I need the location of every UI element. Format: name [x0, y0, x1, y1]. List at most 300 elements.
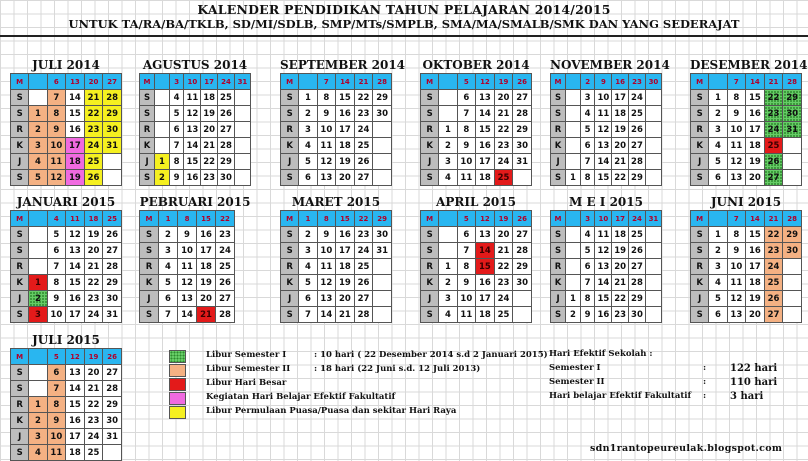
- week-header-cell: 22: [354, 211, 373, 227]
- week-row: [281, 259, 392, 275]
- date-cell: 10: [178, 243, 197, 259]
- date-cell: [645, 138, 661, 154]
- date-cell: [645, 106, 661, 122]
- week-header-cell: [566, 74, 581, 90]
- date-cell: 13: [595, 138, 612, 154]
- weekday-label: J: [691, 154, 709, 170]
- date-cell: 7: [457, 243, 476, 259]
- week-row: [281, 90, 392, 106]
- week-header-cell: 26: [513, 74, 532, 90]
- date-cell: 18: [336, 138, 355, 154]
- date-cell: 6: [709, 307, 727, 323]
- week-header-cell: 23: [629, 74, 646, 90]
- date-cell: 21: [494, 243, 513, 259]
- week-header-cell: 5: [457, 74, 476, 90]
- date-cell: 22: [494, 259, 513, 275]
- date-cell: 2: [299, 227, 317, 243]
- date-cell: [783, 291, 802, 307]
- legend-label: Libur Hari Besar: [206, 378, 287, 388]
- date-cell: 21: [84, 259, 103, 275]
- date-cell: 6: [299, 291, 317, 307]
- date-cell: [373, 122, 392, 138]
- effective-row-semester-1: [549, 363, 778, 377]
- date-cell: 11: [317, 259, 336, 275]
- month-name: PEBRUARI 2015: [139, 195, 251, 209]
- week-row: [551, 138, 662, 154]
- week-header-cell: 10: [595, 211, 612, 227]
- date-cell: 30: [218, 170, 235, 186]
- week-row: [11, 291, 122, 307]
- date-cell: 17: [746, 122, 765, 138]
- date-cell: 14: [178, 307, 197, 323]
- date-cell: 20: [612, 138, 629, 154]
- date-cell: 10: [457, 154, 476, 170]
- date-cell: 23: [201, 170, 218, 186]
- week-row: [551, 243, 662, 259]
- week-header-cell: 7: [727, 211, 746, 227]
- date-cell: 25: [494, 170, 513, 186]
- date-cell: 28: [354, 307, 373, 323]
- week-header-cell: 17: [612, 211, 629, 227]
- weekday-label: S: [551, 243, 566, 259]
- date-cell: 5: [709, 291, 727, 307]
- week-header-cell: 14: [746, 211, 765, 227]
- weekday-label: J: [140, 291, 159, 307]
- week-header-cell: 15: [336, 211, 355, 227]
- date-cell: [29, 365, 47, 381]
- weekday-label: J: [11, 154, 29, 170]
- month-name: OKTOBER 2014: [422, 58, 530, 72]
- month-name: DESEMBER 2014: [690, 58, 808, 72]
- date-cell: 17: [197, 243, 216, 259]
- weekday-label: R: [140, 122, 155, 138]
- date-cell: 29: [103, 106, 122, 122]
- weekday-label: K: [140, 138, 155, 154]
- week-row: [421, 138, 532, 154]
- week-row: [691, 291, 802, 307]
- legend-label: Libur Semester II: [206, 364, 291, 374]
- footer-url: sdn1rantopeureulak.blogspot.com: [590, 443, 783, 454]
- weekday-label: S: [281, 170, 299, 186]
- date-cell: 22: [201, 154, 218, 170]
- week-row: [11, 365, 122, 381]
- date-cell: [645, 170, 661, 186]
- week-row: [421, 154, 532, 170]
- month-name: APRIL 2015: [436, 195, 516, 209]
- date-cell: 29: [513, 259, 532, 275]
- week-row: [551, 307, 662, 323]
- date-cell: 24: [764, 122, 783, 138]
- date-cell: 4: [299, 138, 317, 154]
- week-header-cell: M: [551, 74, 566, 90]
- date-cell: 29: [103, 275, 122, 291]
- week-header-cell: 24: [218, 74, 235, 90]
- date-cell: 20: [84, 243, 103, 259]
- date-cell: 13: [66, 365, 85, 381]
- date-cell: [783, 307, 802, 323]
- date-cell: 12: [727, 291, 746, 307]
- date-cell: 25: [218, 90, 235, 106]
- date-cell: [513, 170, 532, 186]
- weekday-label: S: [140, 90, 155, 106]
- date-cell: 4: [709, 138, 727, 154]
- week-header-row: [421, 74, 532, 90]
- date-cell: [373, 275, 392, 291]
- date-cell: 8: [47, 397, 66, 413]
- date-cell: 15: [746, 90, 765, 106]
- page-subtitle: UNTUK TA/RA/BA/TKLB, SD/MI/SDLB, SMP/MTs/SMPLB, SMA/MA/SMALB/SMK DAN YANG SEDERAJAT: [68, 17, 740, 31]
- date-cell: 14: [66, 90, 85, 106]
- date-cell: 20: [494, 227, 513, 243]
- date-cell: 14: [184, 138, 201, 154]
- week-header-cell: 14: [746, 74, 765, 90]
- weekday-label: R: [140, 259, 159, 275]
- date-cell: 26: [103, 227, 122, 243]
- week-header-row: [281, 74, 392, 90]
- date-cell: 17: [66, 138, 85, 154]
- date-cell: [566, 106, 581, 122]
- date-cell: 15: [66, 106, 85, 122]
- date-cell: 21: [197, 307, 216, 323]
- effective-colon: :: [703, 363, 707, 373]
- date-cell: [566, 90, 581, 106]
- week-header-cell: 26: [513, 211, 532, 227]
- month-name: JULI 2014: [32, 58, 100, 72]
- date-cell: 4: [29, 154, 47, 170]
- week-header-cell: 28: [373, 74, 392, 90]
- date-cell: 16: [336, 227, 355, 243]
- weekday-label: S: [281, 307, 299, 323]
- weekday-label: S: [551, 307, 566, 323]
- week-header-cell: 21: [764, 74, 783, 90]
- date-cell: [439, 227, 457, 243]
- date-cell: 22: [84, 275, 103, 291]
- month-name: SEPTEMBER 2014: [280, 58, 406, 72]
- weekday-label: K: [281, 275, 299, 291]
- weekday-label: S: [421, 307, 439, 323]
- week-row: [281, 106, 392, 122]
- date-cell: 27: [764, 307, 783, 323]
- week-header-row: [11, 211, 122, 227]
- date-cell: 15: [336, 90, 355, 106]
- weekday-label: S: [140, 106, 155, 122]
- date-cell: 11: [457, 170, 476, 186]
- week-row: [11, 122, 122, 138]
- month-table: [550, 73, 662, 186]
- date-cell: 3: [439, 291, 457, 307]
- date-cell: 13: [178, 291, 197, 307]
- date-cell: 30: [513, 275, 532, 291]
- date-cell: 8: [727, 90, 746, 106]
- legend-swatch: [169, 392, 186, 405]
- week-row: [691, 243, 802, 259]
- date-cell: 25: [84, 154, 103, 170]
- week-header-cell: M: [421, 211, 439, 227]
- month-table: [10, 73, 122, 186]
- date-cell: 26: [218, 106, 235, 122]
- date-cell: 7: [47, 259, 66, 275]
- date-cell: 13: [66, 243, 85, 259]
- date-cell: [103, 154, 122, 170]
- week-header-cell: M: [281, 211, 299, 227]
- weekday-label: K: [551, 138, 566, 154]
- week-header-row: [421, 211, 532, 227]
- month-name: JANUARI 2015: [16, 195, 116, 209]
- date-cell: [155, 90, 170, 106]
- date-cell: 21: [201, 138, 218, 154]
- month-table: [420, 210, 532, 323]
- date-cell: 7: [580, 275, 595, 291]
- date-cell: [566, 259, 581, 275]
- date-cell: 2: [29, 413, 47, 429]
- date-cell: 18: [746, 138, 765, 154]
- date-cell: 23: [84, 413, 103, 429]
- date-cell: 18: [336, 259, 355, 275]
- date-cell: 21: [84, 381, 103, 397]
- date-cell: 9: [317, 227, 336, 243]
- date-cell: 17: [746, 259, 765, 275]
- date-cell: 31: [373, 243, 392, 259]
- date-cell: [645, 122, 661, 138]
- month-table: [280, 210, 392, 323]
- date-cell: 5: [299, 275, 317, 291]
- week-row: [281, 122, 392, 138]
- date-cell: 14: [595, 275, 612, 291]
- date-cell: 10: [317, 122, 336, 138]
- week-header-cell: 19: [494, 74, 513, 90]
- date-cell: 16: [184, 170, 201, 186]
- weekday-label: S: [11, 445, 29, 461]
- date-cell: 4: [709, 275, 727, 291]
- date-cell: 13: [476, 227, 495, 243]
- date-cell: 16: [197, 227, 216, 243]
- date-cell: 29: [513, 122, 532, 138]
- date-cell: 15: [66, 275, 85, 291]
- date-cell: [566, 122, 581, 138]
- week-row: [140, 122, 251, 138]
- date-cell: 12: [317, 275, 336, 291]
- weekday-label: S: [691, 106, 709, 122]
- legend-swatch: [169, 406, 186, 419]
- week-header-cell: 21: [764, 211, 783, 227]
- weekday-label: S: [421, 106, 439, 122]
- week-row: [691, 122, 802, 138]
- date-cell: 7: [580, 154, 595, 170]
- date-cell: 6: [457, 90, 476, 106]
- date-cell: 8: [47, 275, 66, 291]
- date-cell: 10: [317, 243, 336, 259]
- week-row: [140, 291, 235, 307]
- date-cell: 27: [103, 243, 122, 259]
- date-cell: 17: [612, 90, 629, 106]
- date-cell: 27: [218, 122, 235, 138]
- date-cell: 21: [612, 275, 629, 291]
- month-block: [10, 58, 122, 186]
- date-cell: 20: [612, 259, 629, 275]
- weekday-label: R: [691, 122, 709, 138]
- date-cell: 6: [299, 170, 317, 186]
- weekday-label: S: [691, 227, 709, 243]
- date-cell: 12: [317, 154, 336, 170]
- legend-swatch: [169, 364, 186, 377]
- effective-days-panel: [549, 349, 778, 405]
- date-cell: 2: [29, 291, 47, 307]
- date-cell: [234, 106, 250, 122]
- weekday-label: K: [421, 138, 439, 154]
- weekday-label: K: [140, 275, 159, 291]
- month-name: MARET 2015: [291, 195, 381, 209]
- week-header-cell: 12: [66, 349, 85, 365]
- week-header-cell: M: [11, 349, 29, 365]
- date-cell: 6: [457, 227, 476, 243]
- date-cell: 11: [457, 307, 476, 323]
- date-cell: 23: [84, 122, 103, 138]
- week-header-cell: 9: [595, 74, 612, 90]
- date-cell: 28: [103, 90, 122, 106]
- date-cell: 11: [184, 90, 201, 106]
- date-cell: 2: [155, 170, 170, 186]
- date-cell: 27: [354, 170, 373, 186]
- week-row: [551, 90, 662, 106]
- weekday-label: S: [140, 170, 155, 186]
- date-cell: 31: [783, 122, 802, 138]
- date-cell: [645, 307, 661, 323]
- weekday-label: S: [691, 243, 709, 259]
- week-header-cell: 7: [727, 74, 746, 90]
- date-cell: [566, 138, 581, 154]
- date-cell: 2: [159, 227, 178, 243]
- week-header-cell: 27: [103, 74, 122, 90]
- week-header-cell: 21: [354, 74, 373, 90]
- date-cell: 9: [169, 170, 184, 186]
- date-cell: 2: [439, 138, 457, 154]
- week-row: [551, 275, 662, 291]
- date-cell: [29, 227, 47, 243]
- date-cell: 17: [476, 291, 495, 307]
- month-table: [139, 73, 251, 186]
- week-header-cell: 1: [159, 211, 178, 227]
- date-cell: 24: [629, 90, 646, 106]
- week-row: [421, 90, 532, 106]
- date-cell: 11: [595, 227, 612, 243]
- week-row: [551, 259, 662, 275]
- month-block: [10, 333, 122, 461]
- date-cell: 29: [629, 291, 646, 307]
- weekday-label: R: [281, 259, 299, 275]
- week-header-row: [551, 74, 662, 90]
- week-row: [11, 381, 122, 397]
- week-row: [281, 170, 392, 186]
- date-cell: 16: [595, 307, 612, 323]
- month-block: [139, 58, 251, 186]
- date-cell: 28: [218, 138, 235, 154]
- date-cell: 25: [216, 259, 235, 275]
- month-table: [10, 210, 122, 323]
- weekday-label: S: [11, 227, 29, 243]
- date-cell: 14: [595, 154, 612, 170]
- date-cell: 5: [159, 275, 178, 291]
- date-cell: [234, 138, 250, 154]
- date-cell: 23: [764, 243, 783, 259]
- date-cell: 19: [66, 170, 85, 186]
- weekday-label: S: [140, 243, 159, 259]
- date-cell: 25: [764, 275, 783, 291]
- date-cell: 22: [764, 90, 783, 106]
- date-cell: 15: [746, 227, 765, 243]
- date-cell: 23: [494, 275, 513, 291]
- date-cell: 6: [580, 138, 595, 154]
- date-cell: 6: [580, 259, 595, 275]
- date-cell: 4: [580, 227, 595, 243]
- date-cell: 8: [47, 106, 66, 122]
- page-title: KALENDER PENDIDIKAN TAHUN PELAJARAN 2014/2015: [197, 2, 611, 17]
- week-header-row: [140, 74, 251, 90]
- week-header-cell: [439, 211, 457, 227]
- month-block: [690, 195, 802, 323]
- week-row: [140, 243, 235, 259]
- week-row: [691, 154, 802, 170]
- weekday-label: R: [11, 122, 29, 138]
- date-cell: 3: [299, 243, 317, 259]
- week-header-cell: [566, 211, 581, 227]
- date-cell: [645, 291, 661, 307]
- weekday-label: R: [421, 259, 439, 275]
- effective-value: 110 hari: [730, 377, 778, 388]
- weekday-label: S: [421, 227, 439, 243]
- date-cell: 21: [84, 90, 103, 106]
- week-header-cell: [299, 74, 317, 90]
- week-row: [421, 227, 532, 243]
- date-cell: 27: [513, 90, 532, 106]
- week-header-cell: 19: [84, 349, 103, 365]
- date-cell: 30: [629, 307, 646, 323]
- title-divider: [0, 35, 808, 37]
- date-cell: 11: [595, 106, 612, 122]
- month-table: [139, 210, 235, 323]
- date-cell: 18: [201, 90, 218, 106]
- week-header-cell: 6: [47, 74, 66, 90]
- week-header-cell: 4: [47, 211, 66, 227]
- week-header-row: [281, 211, 392, 227]
- month-block: [280, 58, 406, 186]
- date-cell: 14: [66, 381, 85, 397]
- date-cell: [645, 243, 661, 259]
- date-cell: 1: [29, 275, 47, 291]
- date-cell: 19: [197, 275, 216, 291]
- date-cell: 3: [580, 90, 595, 106]
- date-cell: 18: [66, 154, 85, 170]
- date-cell: 11: [727, 275, 746, 291]
- date-cell: 29: [218, 154, 235, 170]
- date-cell: 8: [169, 154, 184, 170]
- weekday-label: S: [281, 243, 299, 259]
- week-header-cell: 12: [476, 211, 495, 227]
- effective-value: 122 hari: [730, 363, 778, 374]
- week-header-row: [691, 211, 802, 227]
- date-cell: 2: [709, 106, 727, 122]
- date-cell: 29: [783, 227, 802, 243]
- date-cell: 16: [746, 106, 765, 122]
- month-block: [550, 58, 670, 186]
- date-cell: 12: [178, 275, 197, 291]
- date-cell: 18: [476, 170, 495, 186]
- week-row: [140, 275, 235, 291]
- date-cell: 30: [513, 138, 532, 154]
- date-cell: 9: [727, 106, 746, 122]
- week-header-cell: 30: [645, 74, 661, 90]
- weekday-label: S: [421, 90, 439, 106]
- weekday-label: S: [691, 170, 709, 186]
